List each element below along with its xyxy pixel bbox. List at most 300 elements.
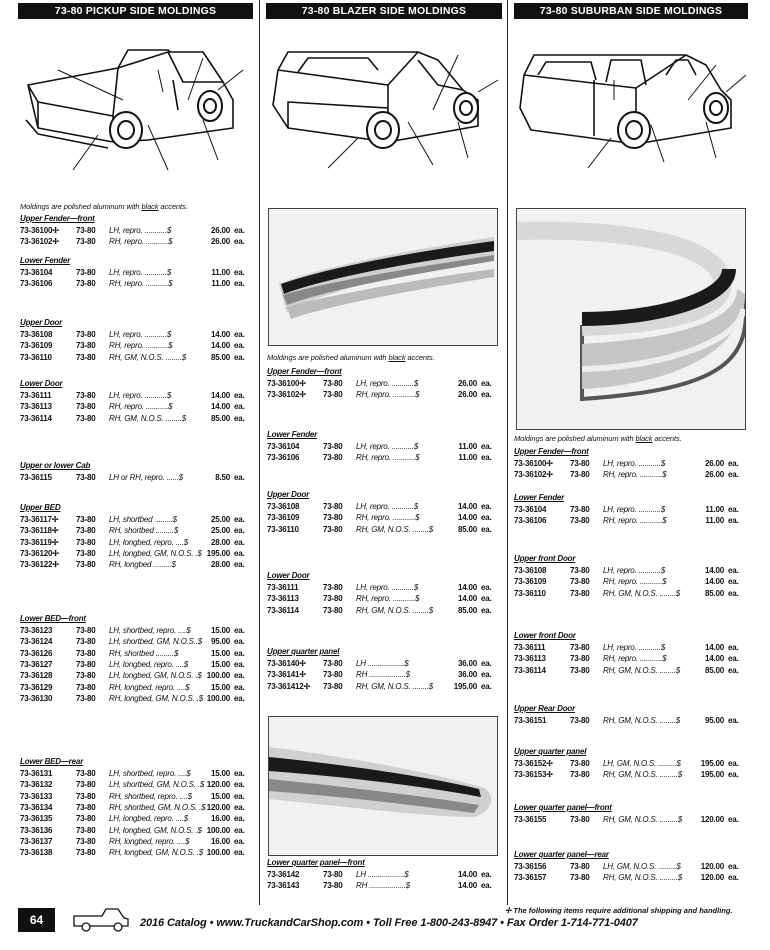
year-range: 73-80 [323, 681, 343, 691]
part-number: 73-36114 [20, 413, 52, 423]
price-unit: ea. [728, 759, 739, 768]
section-title: Lower front Door [514, 631, 576, 640]
price-unit: ea. [728, 654, 739, 664]
year-range: 73-80 [76, 780, 96, 790]
part-description: LH, repro. ...........$ [603, 505, 666, 514]
part-price: 195.00 [700, 759, 724, 768]
section-title: Lower BED—front [20, 614, 86, 623]
part-description: LH, shortbed, GM, N.O.S..$ [109, 637, 203, 647]
part-row [514, 873, 742, 884]
price-unit: ea. [481, 513, 492, 523]
part-description: LH, repro. ...........$ [356, 379, 419, 388]
part-price: 15.00 [210, 791, 230, 801]
part-description: RH, GM, N.O.S. ........$ [109, 413, 186, 423]
part-number: 73-36132 [20, 780, 53, 790]
year-range: 73-80 [323, 453, 343, 463]
part-row [267, 513, 495, 524]
part-row [20, 560, 248, 571]
section-title: Lower quarter panel—rear [514, 850, 609, 859]
part-number: 73-36106 [514, 516, 547, 526]
price-unit: ea. [234, 413, 245, 423]
part-row [514, 643, 742, 654]
price-unit: ea. [234, 814, 245, 824]
part-number: 73-36140✢ [267, 659, 306, 668]
part-number: 73-36143 [267, 881, 300, 891]
part-price: 15.00 [210, 769, 230, 778]
part-number: 73-36108 [514, 566, 547, 575]
part-row [20, 814, 248, 825]
note-text: accents. [652, 434, 682, 443]
year-range: 73-80 [570, 470, 590, 480]
section-title: Upper Fender—front [267, 367, 342, 376]
part-number: 73-36157 [514, 873, 547, 883]
part-number: 73-36130 [20, 693, 53, 703]
price-unit: ea. [234, 537, 245, 547]
part-price: 100.00 [206, 671, 230, 681]
part-price: 26.00 [210, 226, 230, 235]
price-unit: ea. [234, 330, 245, 339]
price-unit: ea. [481, 390, 492, 400]
year-range: 73-80 [323, 442, 343, 451]
part-description: LH, repro. ...........$ [356, 583, 419, 592]
part-number: 73-36100✢ [20, 226, 59, 235]
section-title: Upper Fender—front [514, 447, 589, 456]
part-price: 26.00 [704, 459, 724, 468]
part-row [267, 682, 495, 693]
part-number: 73-36108 [267, 502, 300, 511]
year-range: 73-80 [76, 391, 96, 400]
part-row [20, 803, 248, 814]
part-price: 85.00 [457, 524, 477, 534]
part-description: RH, repro. ...........$ [603, 516, 667, 526]
part-row [20, 341, 248, 352]
part-row [20, 826, 248, 837]
part-price: 26.00 [704, 470, 724, 480]
part-price: 28.00 [210, 537, 230, 547]
part-description: LH, repro. ...........$ [603, 566, 666, 575]
year-range: 73-80 [76, 413, 96, 423]
part-description: RH ..................$ [356, 881, 410, 891]
price-unit: ea. [234, 352, 245, 362]
year-range: 73-80 [76, 802, 96, 812]
year-range: 73-80 [76, 352, 96, 362]
suburban-molding-photo [516, 208, 746, 430]
part-row [267, 390, 495, 401]
part-price: 11.00 [705, 516, 724, 526]
part-description: RH, repro. ...........$ [603, 577, 667, 587]
part-number: 73-36136 [20, 825, 53, 835]
price-unit: ea. [481, 881, 492, 891]
price-unit: ea. [481, 502, 492, 511]
price-unit: ea. [481, 605, 492, 615]
part-description: RH, GM, N.O.S. ........$ [603, 665, 680, 675]
price-unit: ea. [728, 716, 739, 725]
year-range: 73-80 [323, 670, 343, 680]
part-row [20, 837, 248, 848]
part-description: RH, longbed, repro. ....$ [109, 682, 190, 692]
part-description: RH, GM, N.O.S. .........$ [603, 873, 683, 883]
part-row [514, 516, 742, 527]
part-row [267, 606, 495, 617]
year-range: 73-80 [570, 505, 590, 514]
year-range: 73-80 [76, 526, 96, 536]
part-number: 73-36138 [20, 848, 53, 858]
price-unit: ea. [234, 848, 245, 858]
part-description: RH, repro. ...........$ [356, 594, 420, 604]
suburban-header: 73-80 SUBURBAN SIDE MOLDINGS [514, 3, 748, 19]
year-range: 73-80 [76, 226, 96, 235]
part-price: 25.00 [210, 526, 230, 536]
price-unit: ea. [234, 671, 245, 681]
year-range: 73-80 [76, 515, 96, 524]
part-row [514, 862, 742, 873]
year-range: 73-80 [76, 848, 96, 858]
part-description: LH, GM, N.O.S. .........$ [603, 759, 681, 768]
year-range: 73-80 [323, 659, 343, 668]
year-range: 73-80 [76, 237, 96, 247]
part-number: 73-36100✢ [267, 379, 306, 388]
price-unit: ea. [481, 870, 492, 879]
part-price: 195.00 [700, 770, 724, 780]
note-accent: black [141, 202, 159, 211]
part-number: 73-36152✢ [514, 759, 553, 768]
footer-truck-icon [72, 906, 130, 934]
part-price: 14.00 [457, 870, 477, 879]
blazer-truck-drawing [268, 30, 500, 180]
molding-material-note [514, 434, 682, 443]
part-number: 73-36102✢ [514, 470, 553, 480]
part-description: LH, longbed, GM, N.O.S. .$ [109, 671, 202, 681]
part-description: RH, GM, N.O.S. ........$ [356, 681, 433, 691]
price-unit: ea. [728, 459, 739, 468]
part-row [514, 770, 742, 781]
part-number: 73-36122✢ [20, 560, 59, 570]
year-range: 73-80 [76, 769, 96, 778]
part-row [20, 549, 248, 560]
price-unit: ea. [234, 626, 245, 635]
part-price: 195.00 [206, 548, 230, 558]
pickup-header: 73-80 PICKUP SIDE MOLDINGS [18, 3, 253, 19]
part-row [20, 538, 248, 549]
part-row [20, 353, 248, 364]
part-number: 73-36115 [20, 473, 52, 482]
part-number: 73-36142 [267, 870, 300, 879]
part-price: 26.00 [457, 390, 477, 400]
price-unit: ea. [234, 693, 245, 703]
part-number: 73-36127 [20, 659, 53, 669]
part-description: LH, repro. ...........$ [603, 643, 666, 652]
part-price: 11.00 [705, 505, 724, 514]
part-description: LH, longbed, GM, N.O.S. .$ [109, 548, 202, 558]
part-row [20, 402, 248, 413]
part-row [267, 525, 495, 536]
part-description: LH, repro. ...........$ [109, 391, 172, 400]
part-row [514, 577, 742, 588]
part-number: 73-36118✢ [20, 526, 59, 536]
part-number: 73-36104 [514, 505, 547, 514]
column-divider-2 [507, 0, 508, 905]
part-description: RH, repro. ...........$ [109, 237, 173, 247]
part-price: 95.00 [210, 637, 230, 647]
year-range: 73-80 [76, 825, 96, 835]
part-price: 14.00 [210, 341, 230, 351]
part-row [514, 566, 742, 577]
part-description: RH, repro. ...........$ [356, 390, 420, 400]
note-text: Moldings are polished aluminum with [20, 202, 142, 211]
year-range: 73-80 [570, 516, 590, 526]
part-price: 85.00 [457, 605, 477, 615]
part-number: 73-36108 [20, 330, 53, 339]
part-description: LH, shortbed .........$ [109, 515, 177, 524]
part-row [267, 453, 495, 464]
part-price: 14.00 [457, 502, 477, 511]
part-price: 85.00 [210, 413, 230, 423]
part-price: 15.00 [210, 648, 230, 658]
year-range: 73-80 [76, 560, 96, 570]
price-unit: ea. [234, 391, 245, 400]
part-row [267, 659, 495, 670]
part-number: 73-36106 [267, 453, 300, 463]
price-unit: ea. [481, 524, 492, 534]
part-row [20, 848, 248, 859]
part-row [514, 459, 742, 470]
section-title: Lower Fender [20, 256, 71, 265]
part-number: 73-36120✢ [20, 548, 59, 558]
part-row [267, 870, 495, 881]
part-description: RH, repro. ...........$ [356, 453, 420, 463]
part-number: 73-36109 [267, 513, 300, 523]
part-number: 73-36155 [514, 815, 547, 824]
year-range: 73-80 [570, 654, 590, 664]
part-row [514, 470, 742, 481]
part-price: 100.00 [206, 825, 230, 835]
part-price: 11.00 [458, 453, 477, 463]
part-price: 28.00 [210, 560, 230, 570]
section-title: Lower Door [267, 571, 310, 580]
part-price: 100.00 [206, 848, 230, 858]
part-description: RH, longbed, GM, N.O.S. .$ [109, 848, 203, 858]
year-range: 73-80 [76, 682, 96, 692]
part-row [267, 379, 495, 390]
part-number: 73-36126 [20, 648, 53, 658]
part-row [514, 815, 742, 826]
part-description: LH, repro. ...........$ [356, 502, 419, 511]
part-number: 73-36113 [267, 594, 299, 604]
price-unit: ea. [481, 594, 492, 604]
year-range: 73-80 [570, 459, 590, 468]
part-row [267, 502, 495, 513]
year-range: 73-80 [76, 836, 96, 846]
part-row [20, 414, 248, 425]
part-description: RH, repro. ...........$ [603, 654, 667, 664]
price-unit: ea. [234, 791, 245, 801]
blazer-header: 73-80 BLAZER SIDE MOLDINGS [266, 3, 502, 19]
price-unit: ea. [234, 836, 245, 846]
part-description: RH, GM, N.O.S. .........$ [603, 770, 683, 780]
part-description: RH, repro. ...........$ [603, 470, 667, 480]
part-price: 26.00 [457, 379, 477, 388]
part-price: 14.00 [457, 881, 477, 891]
price-unit: ea. [234, 802, 245, 812]
note-accent: black [388, 353, 406, 362]
note-accent: black [635, 434, 653, 443]
year-range: 73-80 [570, 770, 590, 780]
part-price: 14.00 [704, 654, 724, 664]
year-range: 73-80 [76, 637, 96, 647]
part-price: 11.00 [458, 442, 477, 451]
part-row [20, 660, 248, 671]
page-number: 64 [18, 908, 55, 932]
part-number: 73-36102✢ [20, 237, 59, 247]
price-unit: ea. [481, 583, 492, 592]
year-range: 73-80 [570, 577, 590, 587]
part-price: 26.00 [210, 237, 230, 247]
year-range: 73-80 [76, 671, 96, 681]
year-range: 73-80 [570, 873, 590, 883]
part-description: RH, GM, N.O.S. ........$ [603, 588, 680, 598]
price-unit: ea. [234, 341, 245, 351]
part-row [20, 526, 248, 537]
year-range: 73-80 [323, 390, 343, 400]
part-number: 73-36111 [267, 583, 299, 592]
section-title: Upper BED [20, 503, 61, 512]
part-row [20, 671, 248, 682]
price-unit: ea. [728, 643, 739, 652]
part-number: 73-36137 [20, 836, 53, 846]
year-range: 73-80 [570, 815, 590, 824]
year-range: 73-80 [323, 524, 343, 534]
part-description: LH, GM, N.O.S. .........$ [603, 862, 681, 871]
part-description: LH, longbed, GM, N.O.S. .$ [109, 825, 202, 835]
part-price: 15.00 [210, 682, 230, 692]
column-divider-1 [259, 0, 260, 905]
part-number: 73-36156 [514, 862, 547, 871]
part-description: RH, GM, N.O.S. ........$ [356, 524, 433, 534]
year-range: 73-80 [76, 791, 96, 801]
part-row [267, 881, 495, 892]
part-price: 15.00 [210, 659, 230, 669]
part-number: 73-36135 [20, 814, 53, 824]
price-unit: ea. [728, 577, 739, 587]
part-row [20, 237, 248, 248]
part-description: RH, shortbed .........$ [109, 648, 179, 658]
part-description: LH, shortbed, repro. ....$ [109, 769, 191, 778]
part-description: RH, GM, N.O.S. ........$ [603, 716, 680, 725]
part-description: RH, repro. ...........$ [109, 341, 173, 351]
price-unit: ea. [481, 379, 492, 388]
price-unit: ea. [728, 566, 739, 575]
part-row [20, 226, 248, 237]
price-unit: ea. [234, 515, 245, 524]
price-unit: ea. [234, 473, 245, 482]
part-number: 73-36123 [20, 626, 53, 635]
part-price: 8.50 [215, 473, 230, 482]
part-row [20, 694, 248, 705]
price-unit: ea. [234, 780, 245, 790]
price-unit: ea. [234, 226, 245, 235]
part-price: 14.00 [457, 513, 477, 523]
part-number: 73-36129 [20, 682, 53, 692]
part-number: 73-36109 [514, 577, 547, 587]
part-row [514, 589, 742, 600]
part-number: 73-36124 [20, 637, 53, 647]
part-row [20, 637, 248, 648]
part-number: 73-36110 [20, 352, 52, 362]
part-number: 73-36110 [267, 524, 299, 534]
part-row [20, 515, 248, 526]
price-unit: ea. [234, 659, 245, 669]
part-number: 73-36131 [20, 769, 53, 778]
part-price: 11.00 [211, 279, 230, 289]
part-number: 73-36104 [20, 268, 53, 277]
price-unit: ea. [481, 453, 492, 463]
year-range: 73-80 [570, 716, 590, 725]
price-unit: ea. [481, 681, 492, 691]
blazer-molding-photo-2 [268, 716, 498, 856]
part-row [514, 505, 742, 516]
part-description: LH, repro. ...........$ [603, 459, 666, 468]
price-unit: ea. [234, 268, 245, 277]
year-range: 73-80 [570, 588, 590, 598]
part-row [20, 792, 248, 803]
price-unit: ea. [234, 548, 245, 558]
section-title: Lower quarter panel—front [267, 858, 365, 867]
part-number: 73-36111 [20, 391, 52, 400]
part-description: RH, repro. ...........$ [109, 402, 173, 412]
part-number: 73-36141✢ [267, 670, 306, 680]
year-range: 73-80 [76, 330, 96, 339]
part-number: 73-36133 [20, 791, 53, 801]
price-unit: ea. [234, 682, 245, 692]
part-description: RH ..................$ [356, 670, 410, 680]
part-price: 14.00 [704, 643, 724, 652]
part-row [20, 769, 248, 780]
price-unit: ea. [728, 862, 739, 871]
price-unit: ea. [234, 560, 245, 570]
part-price: 14.00 [457, 583, 477, 592]
part-row [267, 583, 495, 594]
part-price: 85.00 [210, 352, 230, 362]
part-price: 120.00 [700, 862, 724, 871]
part-number: 73-36102✢ [267, 390, 306, 400]
year-range: 73-80 [323, 881, 343, 891]
part-row [20, 279, 248, 290]
part-number: 73-36128 [20, 671, 53, 681]
part-description: LH or RH, repro. ......$ [109, 473, 183, 482]
part-number: 73-36151 [514, 716, 547, 725]
molding-material-note [267, 353, 435, 362]
note-text: Moldings are polished aluminum with [514, 434, 636, 443]
year-range: 73-80 [570, 665, 590, 675]
part-price: 120.00 [206, 780, 230, 790]
price-unit: ea. [728, 665, 739, 675]
price-unit: ea. [234, 237, 245, 247]
section-title: Upper quarter panel [267, 647, 340, 656]
year-range: 73-80 [323, 605, 343, 615]
price-unit: ea. [728, 770, 739, 780]
price-unit: ea. [481, 670, 492, 680]
part-number: 73-36100✢ [514, 459, 553, 468]
part-price: 25.00 [210, 515, 230, 524]
price-unit: ea. [234, 637, 245, 647]
price-unit: ea. [728, 815, 739, 824]
year-range: 73-80 [323, 583, 343, 592]
part-row [20, 391, 248, 402]
year-range: 73-80 [76, 626, 96, 635]
year-range: 73-80 [76, 537, 96, 547]
year-range: 73-80 [76, 548, 96, 558]
part-price: 16.00 [210, 836, 230, 846]
